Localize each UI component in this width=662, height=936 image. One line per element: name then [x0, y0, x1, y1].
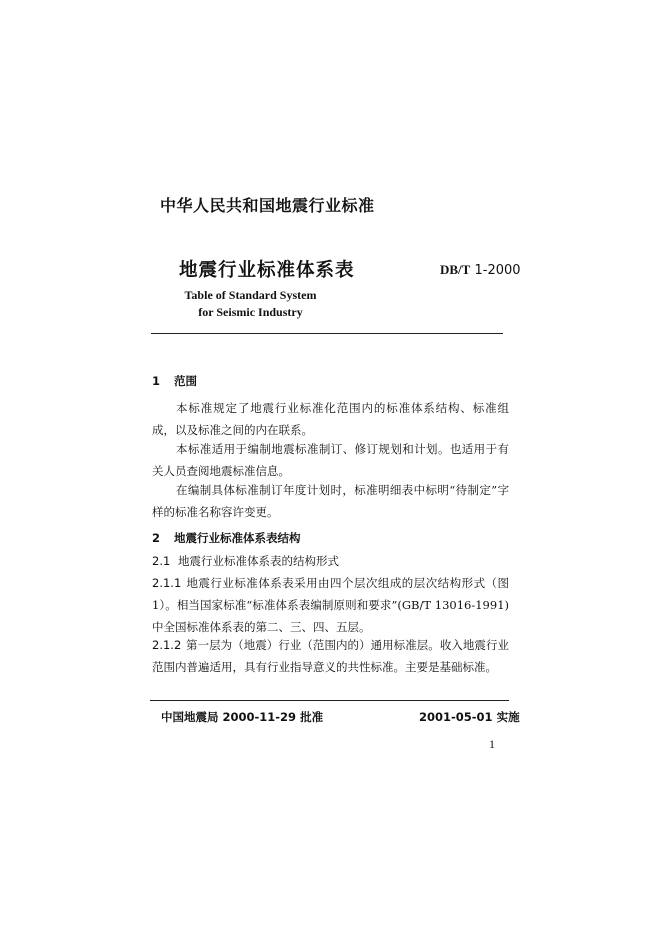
- section-1-number: 1: [152, 374, 161, 388]
- clause-2-1-2-text: 第一层为（地震）行业（范围内的）通用标准层。收入地震行业范围内普遍适用，具有行业指导意义的共性标准。主要是基础标准。: [152, 638, 509, 674]
- page-number: 1: [489, 737, 495, 751]
- standard-code-number: 1-2000: [474, 263, 521, 278]
- section-2-number: 2: [152, 531, 161, 545]
- subsection-2-1-heading: [152, 553, 339, 569]
- section-1-paragraph-3: 在编制具体标准制订年度计划时，标准明细表中标明“待制定”字样的标准名称容许变更。: [152, 483, 509, 519]
- section-1-title: 范围: [174, 374, 197, 388]
- clause-2-1-2: [152, 634, 509, 678]
- standard-code-prefix: DB/T: [440, 262, 471, 277]
- standard-code: [440, 262, 521, 278]
- standard-title: 地震行业标准体系表: [179, 260, 355, 281]
- clause-2-1-1-number: 2.1.1: [152, 576, 182, 590]
- clause-2-1-2-number: 2.1.2: [152, 638, 182, 652]
- footer-divider: [150, 700, 509, 701]
- english-title-line1: Table of Standard System: [184, 288, 317, 302]
- section-1-heading: [152, 373, 197, 389]
- organization-title: 中华人民共和国地震行业标准: [160, 196, 375, 215]
- english-title-line2: for Seismic Industry: [198, 305, 303, 319]
- subsection-2-1-number: 2.1: [152, 554, 171, 568]
- section-2-title: 地震行业标准体系表结构: [174, 531, 301, 545]
- clause-2-1-1-text: 地震行业标准体系表采用由四个层次组成的层次结构形式（图 1）。相当国家标准“标准体系表编制原则和要求”(GB/T 13016-1991)中全国标准体系表的第二、三、四、五层。: [152, 576, 509, 634]
- header-divider: [151, 333, 503, 334]
- implementation-line: 2001-05-01 实施: [419, 710, 520, 724]
- subsection-2-1-title: 地震行业标准体系表的结构形式: [178, 554, 339, 568]
- clause-2-1-1: [152, 572, 509, 638]
- section-1-paragraph-2: 本标准适用于编制地震标准制订、修订规划和计划。也适用于有关人员查阅地震标准信息。: [152, 442, 509, 478]
- approval-line: 中国地震局 2000-11-29 批准: [161, 710, 324, 724]
- section-2-heading: [152, 530, 301, 546]
- section-1-paragraph-1: 本标准规定了地震行业标准化范围内的标准体系结构、标准组成，以及标准之间的内在联系。: [152, 401, 509, 437]
